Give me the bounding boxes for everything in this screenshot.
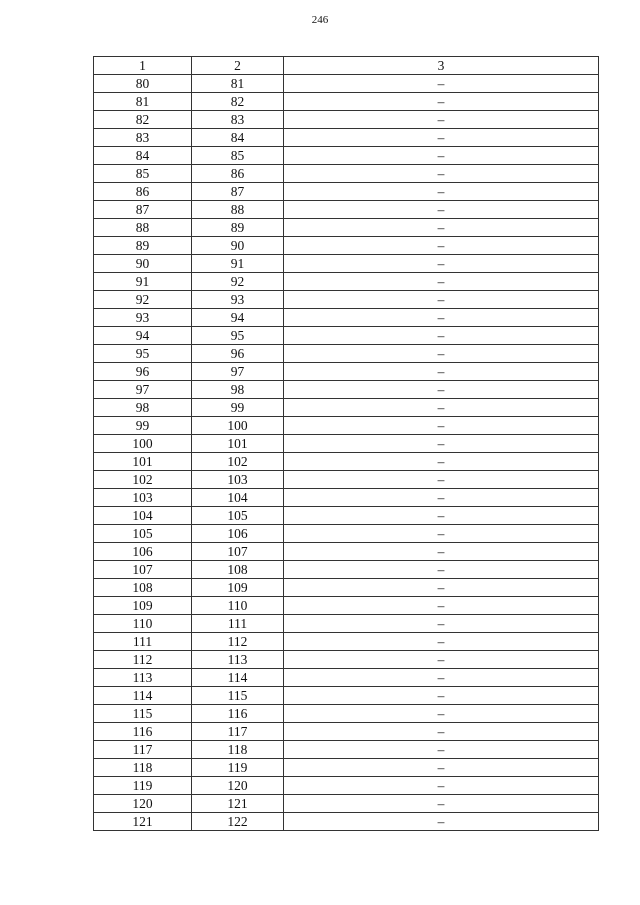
table-cell: 108 [94,579,192,597]
table-cell: – [284,381,599,399]
table-cell: 92 [192,273,284,291]
table-cell: 85 [192,147,284,165]
table-row [94,633,599,651]
table-cell: 103 [192,471,284,489]
table-cell: 104 [94,507,192,525]
table-cell: 91 [192,255,284,273]
table-row [94,291,599,309]
table-cell: 101 [192,435,284,453]
table-cell: 111 [192,615,284,633]
table-cell: – [284,201,599,219]
table-cell: 110 [192,597,284,615]
table-cell: 90 [94,255,192,273]
table-cell: 116 [94,723,192,741]
table-cell: 83 [192,111,284,129]
table-cell: 94 [94,327,192,345]
table-cell: 112 [192,633,284,651]
table-cell: 87 [94,201,192,219]
table-cell: 100 [94,435,192,453]
table-cell: 90 [192,237,284,255]
table-row [94,597,599,615]
table-cell: 122 [192,813,284,831]
table-cell: – [284,165,599,183]
table-cell: 118 [94,759,192,777]
table-cell: 120 [94,795,192,813]
table-cell: – [284,525,599,543]
table-cell: 80 [94,75,192,93]
table-cell: – [284,561,599,579]
table-cell: 89 [94,237,192,255]
table-cell: 110 [94,615,192,633]
table-cell: 99 [192,399,284,417]
table-cell: 115 [94,705,192,723]
table-row [94,165,599,183]
table-cell: – [284,543,599,561]
table-cell: – [284,111,599,129]
table-cell: – [284,93,599,111]
table-row [94,237,599,255]
table-row [94,219,599,237]
table-cell: 102 [192,453,284,471]
table-cell: – [284,759,599,777]
column-header: 1 [94,57,192,75]
table-cell: 82 [94,111,192,129]
table-cell: – [284,147,599,165]
table-cell: – [284,507,599,525]
table-cell: 104 [192,489,284,507]
table-cell: – [284,813,599,831]
table-cell: – [284,633,599,651]
table-cell: 106 [94,543,192,561]
table-cell: 83 [94,129,192,147]
table-cell: – [284,741,599,759]
table-cell: 102 [94,471,192,489]
table-cell: 96 [94,363,192,381]
table-cell: 82 [192,93,284,111]
table-row [94,417,599,435]
header-row [94,57,599,75]
table-row [94,399,599,417]
table-row [94,381,599,399]
table-cell: – [284,723,599,741]
table-cell: 97 [94,381,192,399]
table-cell: 103 [94,489,192,507]
table-row [94,453,599,471]
table-cell: 119 [192,759,284,777]
table-row [94,813,599,831]
table-row [94,615,599,633]
table-row [94,561,599,579]
table-row [94,741,599,759]
table-cell: 91 [94,273,192,291]
table-row [94,759,599,777]
table-cell: – [284,309,599,327]
table-row [94,777,599,795]
table-cell: 97 [192,363,284,381]
table-cell: 95 [94,345,192,363]
table-cell: 81 [94,93,192,111]
table-cell: 114 [192,669,284,687]
table-body [94,75,599,831]
table-cell: 121 [94,813,192,831]
table-row [94,795,599,813]
table-row [94,309,599,327]
table-cell: 118 [192,741,284,759]
table-cell: – [284,327,599,345]
table-row [94,111,599,129]
table-row [94,129,599,147]
table-cell: 88 [94,219,192,237]
table-row [94,705,599,723]
table-row [94,687,599,705]
table-row [94,579,599,597]
table-cell: 86 [192,165,284,183]
table-cell: 89 [192,219,284,237]
table-cell: – [284,489,599,507]
table-cell: 113 [94,669,192,687]
table-cell: 84 [94,147,192,165]
table-cell: – [284,399,599,417]
table-cell: 94 [192,309,284,327]
table-row [94,147,599,165]
table-cell: 86 [94,183,192,201]
table-cell: – [284,687,599,705]
table-row [94,183,599,201]
table-row [94,723,599,741]
column-header: 3 [284,57,599,75]
table-cell: 101 [94,453,192,471]
table-cell: – [284,453,599,471]
table-row [94,363,599,381]
table-cell: – [284,345,599,363]
table-cell: – [284,75,599,93]
table-cell: 108 [192,561,284,579]
table-cell: 98 [94,399,192,417]
table-cell: 88 [192,201,284,219]
table-cell: 93 [192,291,284,309]
table-cell: 107 [94,561,192,579]
table-cell: 87 [192,183,284,201]
table-cell: – [284,795,599,813]
table-cell: – [284,129,599,147]
table-row [94,471,599,489]
table-cell: – [284,183,599,201]
table-row [94,489,599,507]
table-cell: 114 [94,687,192,705]
table-cell: 85 [94,165,192,183]
table-cell: – [284,777,599,795]
table-cell: – [284,579,599,597]
table-cell: 109 [192,579,284,597]
table-row [94,201,599,219]
table-cell: – [284,219,599,237]
table-cell: – [284,597,599,615]
table-cell: – [284,255,599,273]
data-table [93,56,599,831]
table-cell: 92 [94,291,192,309]
table-cell: – [284,363,599,381]
table-cell: 81 [192,75,284,93]
table-cell: 112 [94,651,192,669]
table-cell: 106 [192,525,284,543]
table-cell: – [284,471,599,489]
table-cell: 115 [192,687,284,705]
table-row [94,651,599,669]
table-row [94,75,599,93]
table-row [94,507,599,525]
table-cell: 120 [192,777,284,795]
table-row [94,255,599,273]
table-cell: 98 [192,381,284,399]
table-cell: 100 [192,417,284,435]
table-cell: – [284,291,599,309]
page-number: 246 [311,14,329,26]
table-cell: 111 [94,633,192,651]
table-cell: 95 [192,327,284,345]
table-row [94,93,599,111]
table-cell: – [284,615,599,633]
table-cell: 116 [192,705,284,723]
table-cell: 99 [94,417,192,435]
column-header: 2 [192,57,284,75]
table-cell: 109 [94,597,192,615]
table-cell: – [284,273,599,291]
table-cell: – [284,651,599,669]
table-row [94,327,599,345]
table-row [94,543,599,561]
table-cell: 84 [192,129,284,147]
table-cell: 105 [192,507,284,525]
table-cell: 121 [192,795,284,813]
table-row [94,669,599,687]
table-row [94,345,599,363]
table-cell: – [284,237,599,255]
table-cell: 117 [192,723,284,741]
table-cell: 119 [94,777,192,795]
table-cell: 93 [94,309,192,327]
table-cell: – [284,705,599,723]
table-row [94,525,599,543]
table-row [94,435,599,453]
table-cell: 117 [94,741,192,759]
table-cell: 96 [192,345,284,363]
table-cell: 107 [192,543,284,561]
table-cell: – [284,669,599,687]
table-cell: – [284,417,599,435]
table-cell: 105 [94,525,192,543]
table-row [94,273,599,291]
table-cell: 113 [192,651,284,669]
table-cell: – [284,435,599,453]
